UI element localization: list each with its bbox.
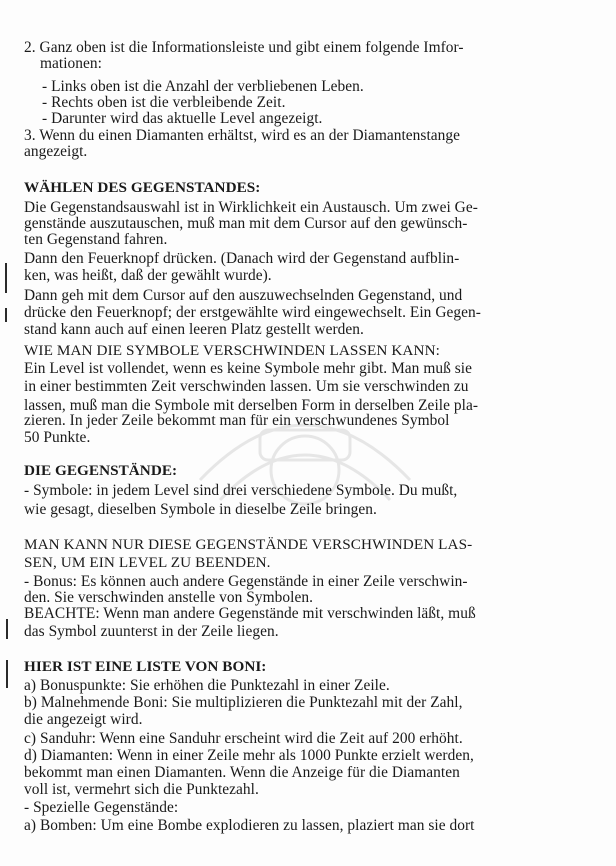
- text-line: MAN KANN NUR DIESE GEGENSTÄNDE VERSCHWINDEN LAS-: [24, 536, 473, 553]
- text-line: - Symbole: in jedem Level sind drei verschiedene Symbole. Du mußt,: [24, 482, 458, 499]
- section-heading: DIE GEGENSTÄNDE:: [24, 462, 178, 479]
- text-line: 3. Wenn du einen Diamanten erhältst, wird es an der Diamantenstange: [24, 127, 461, 144]
- text-line: mationen:: [40, 55, 102, 72]
- text-line: stand kann auch auf einen leeren Platz gestellt werden.: [24, 321, 364, 338]
- text-line: BEACHTE: Wenn man andere Gegenstände mit verschwinden läßt, muß: [24, 605, 476, 622]
- margin-mark-2: [5, 308, 7, 322]
- text-line: 50 Punkte.: [24, 429, 91, 446]
- text-line: die angezeigt wird.: [24, 711, 143, 728]
- text-line: SEN, UM EIN LEVEL ZU BEENDEN.: [24, 554, 271, 571]
- list-item: c) Sanduhr: Wenn eine Sanduhr erscheint wird die Zeit auf 200 erhöht.: [24, 730, 463, 747]
- text-line: voll ist, vermehrt sich die Punktezahl.: [24, 781, 259, 798]
- text-line: wie gesagt, dieselben Symbole in dieselbe Zeile bringen.: [24, 501, 377, 518]
- text-line: drücke den Feuerknopf; der erstgewählte wird eingewechselt. Ein Gegen-: [24, 304, 481, 321]
- text-line: zieren. In jeder Zeile bekommt man für ein verschwundenes Symbol: [24, 412, 450, 429]
- text-line: angezeigt.: [24, 143, 88, 160]
- text-line: Die Gegenstandsauswahl ist in Wirklichkeit ein Austausch. Um zwei Ge-: [24, 199, 478, 216]
- text-line: den. Sie verschwinden anstelle von Symbolen.: [24, 589, 314, 606]
- text-line: Ein Level ist vollendet, wenn es keine Symbole mehr gibt. Man muß sie: [24, 360, 472, 377]
- text-line: 2. Ganz oben ist die Informationsleiste und gibt einem folgende Imfor-: [24, 39, 464, 56]
- list-item: - Darunter wird das aktuelle Level angezeigt.: [42, 110, 323, 127]
- section-heading: WIE MAN DIE SYMBOLE VERSCHWINDEN LASSEN KANN:: [24, 342, 440, 359]
- list-item: - Rechts oben ist die verbleibende Zeit.: [42, 94, 286, 111]
- text-line: ken, was heißt, daß der gewählt wurde).: [24, 267, 272, 284]
- list-item: - Links oben ist die Anzahl der verbliebenen Leben.: [42, 78, 364, 95]
- text-line: das Symbol zuunterst in der Zeile liegen.: [24, 623, 279, 640]
- text-line: lassen, muß man die Symbole mit derselben Form in derselben Zeile pla-: [24, 397, 478, 414]
- list-item: - Spezielle Gegenstände:: [24, 799, 179, 816]
- list-item: a) Bomben: Um eine Bombe explodieren zu lassen, plaziert man sie dort: [24, 817, 475, 834]
- text-line: ten Gegenstand fahren.: [24, 231, 168, 248]
- margin-mark-1: [5, 263, 7, 293]
- text-line: genstände auszutauschen, muß man mit dem Cursor auf den gewünsch-: [24, 215, 468, 232]
- section-heading: WÄHLEN DES GEGENSTANDES:: [24, 179, 261, 196]
- list-item: d) Diamanten: Wenn in einer Zeile mehr als 1000 Punkte erzielt werden,: [24, 747, 474, 764]
- list-item: b) Malnehmende Boni: Sie multiplizieren die Punktezahl mit der Zahl,: [24, 694, 463, 711]
- margin-mark-4: [6, 660, 8, 688]
- text-line: Dann den Feuerknopf drücken. (Danach wird der Gegenstand aufblin-: [24, 250, 460, 267]
- text-line: Dann geh mit dem Cursor auf den auszuwechselnden Gegenstand, und: [24, 287, 463, 304]
- margin-mark-3: [6, 619, 8, 639]
- text-line: bekommt man einen Diamanten. Wenn die Anzeige für die Diamanten: [24, 764, 460, 781]
- section-heading: HIER IST EINE LISTE VON BONI:: [24, 658, 267, 675]
- list-item: a) Bonuspunkte: Sie erhöhen die Punktezahl in einer Zeile.: [24, 677, 390, 694]
- text-line: - Bonus: Es können auch andere Gegenstände in einer Zeile verschwin-: [24, 573, 468, 590]
- text-line: in einer bestimmten Zeit verschwinden lassen. Um sie verschwinden zu: [24, 378, 469, 395]
